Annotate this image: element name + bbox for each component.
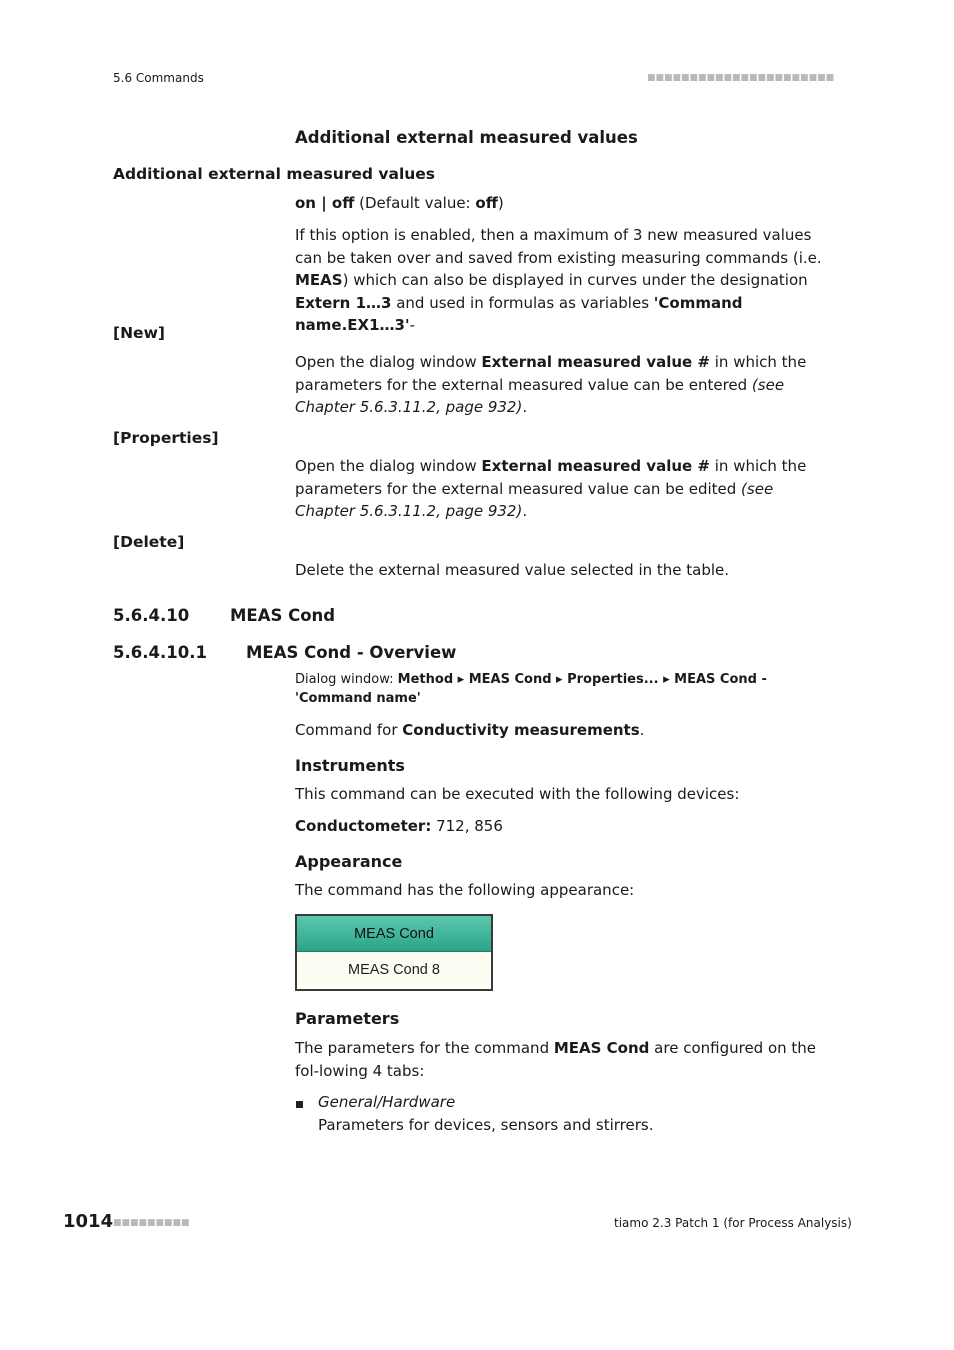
desc-part: - bbox=[409, 316, 416, 334]
onoff-separator: | bbox=[315, 194, 332, 212]
desc-part: . bbox=[522, 398, 528, 416]
chapter-reference: (see Chapter 5.6.3.11.2, page 932) bbox=[295, 375, 785, 416]
desc-meas: MEAS bbox=[295, 271, 343, 289]
instruments-heading: Instruments bbox=[295, 756, 405, 775]
path-arrow: ▸ bbox=[658, 672, 675, 687]
desc-extern: Extern 1…3 bbox=[295, 293, 392, 312]
dialog-name: External measured value # bbox=[481, 457, 710, 475]
delete-label: [Delete] bbox=[113, 533, 185, 551]
parameters-text bbox=[295, 1037, 830, 1082]
onoff-close: ) bbox=[497, 194, 504, 212]
command-box-name: MEAS Cond 8 bbox=[297, 952, 491, 988]
header-decoration: ■■■■■■■■■■■■■■■■■■■■■■ bbox=[647, 73, 835, 83]
desc-part: Command for bbox=[295, 721, 403, 739]
dialog-path bbox=[295, 670, 830, 708]
subsection-title: MEAS Cond - Overview bbox=[246, 643, 457, 662]
page-number: 1014 bbox=[63, 1211, 114, 1232]
command-for-line bbox=[295, 719, 830, 742]
onoff-on: on bbox=[295, 194, 316, 212]
desc-part: and used in formulas as variables bbox=[391, 293, 654, 312]
product-name: tiamo 2.3 Patch 1 (for Process Analysis) bbox=[614, 1216, 852, 1230]
tab-name-general-hardware: General/Hardware bbox=[318, 1093, 456, 1111]
path-prefix: Dialog window: bbox=[295, 672, 398, 687]
command-appearance-box bbox=[295, 914, 493, 991]
section-number: 5.6.4.10 bbox=[113, 606, 190, 625]
devices-line bbox=[295, 815, 830, 838]
desc-variable: 'Command name.EX1…3' bbox=[295, 293, 743, 334]
subsection-number: 5.6.4.10.1 bbox=[113, 643, 207, 662]
desc-part: . bbox=[639, 721, 645, 739]
desc-part: are configured on the fol-lowing 4 tabs: bbox=[295, 1039, 817, 1080]
desc-part: Open the dialog window bbox=[295, 457, 482, 475]
onoff-default-text: (Default value: bbox=[354, 194, 476, 212]
path-arrow: ▸ bbox=[551, 672, 568, 687]
bullet-icon bbox=[296, 1101, 303, 1108]
path-step: Properties... bbox=[567, 672, 659, 687]
new-label: [New] bbox=[113, 324, 165, 342]
ext-values-title: Additional external measured values bbox=[295, 128, 638, 147]
desc-part: in which the parameters for the external measured value can be entered bbox=[295, 353, 807, 394]
desc-part: The parameters for the command bbox=[295, 1039, 554, 1057]
footer-decoration: ■■■■■■■■■ bbox=[113, 1218, 190, 1228]
chapter-reference: (see Chapter 5.6.3.11.2, page 932) bbox=[295, 479, 774, 520]
new-description bbox=[295, 351, 830, 419]
appearance-heading: Appearance bbox=[295, 852, 403, 871]
parameters-heading: Parameters bbox=[295, 1009, 400, 1028]
desc-part: Open the dialog window bbox=[295, 353, 482, 371]
running-header-section: 5.6 Commands bbox=[113, 71, 204, 85]
path-arrow: ▸ bbox=[453, 672, 469, 687]
desc-part: ) which can also be displayed in curves under the designation bbox=[342, 271, 808, 289]
path-step: Method bbox=[397, 672, 454, 687]
desc-part: If this option is enabled, then a maximum of 3 new measured values can be taken over and saved from existing measuring commands (i.e. bbox=[295, 226, 822, 267]
onoff-default-value: off bbox=[475, 194, 498, 212]
command-name: MEAS Cond bbox=[553, 1039, 650, 1057]
measurement-type: Conductivity measurements bbox=[402, 721, 640, 739]
delete-description: Delete the external measured value selected in the table. bbox=[295, 561, 730, 579]
device-label: Conductometer: bbox=[295, 817, 432, 835]
desc-part: in which the parameters for the external measured value can be edited bbox=[295, 457, 807, 498]
section-title: MEAS Cond bbox=[230, 606, 336, 625]
path-step: MEAS Cond - 'Command name' bbox=[295, 672, 767, 706]
path-step: MEAS Cond bbox=[468, 672, 552, 687]
dialog-name: External measured value # bbox=[481, 353, 710, 371]
tab-description: Parameters for devices, sensors and stirrers. bbox=[318, 1116, 654, 1134]
device-values: 712, 856 bbox=[431, 817, 503, 835]
appearance-text: The command has the following appearance: bbox=[295, 881, 635, 899]
ext-values-label: Additional external measured values bbox=[113, 165, 436, 183]
properties-description bbox=[295, 455, 830, 523]
properties-label: [Properties] bbox=[113, 429, 219, 447]
desc-part: . bbox=[522, 502, 528, 520]
ext-values-description bbox=[295, 224, 830, 337]
instruments-text: This command can be executed with the following devices: bbox=[295, 785, 740, 803]
onoff-line bbox=[295, 192, 830, 215]
onoff-off: off bbox=[331, 194, 355, 212]
command-box-title: MEAS Cond bbox=[297, 916, 491, 952]
